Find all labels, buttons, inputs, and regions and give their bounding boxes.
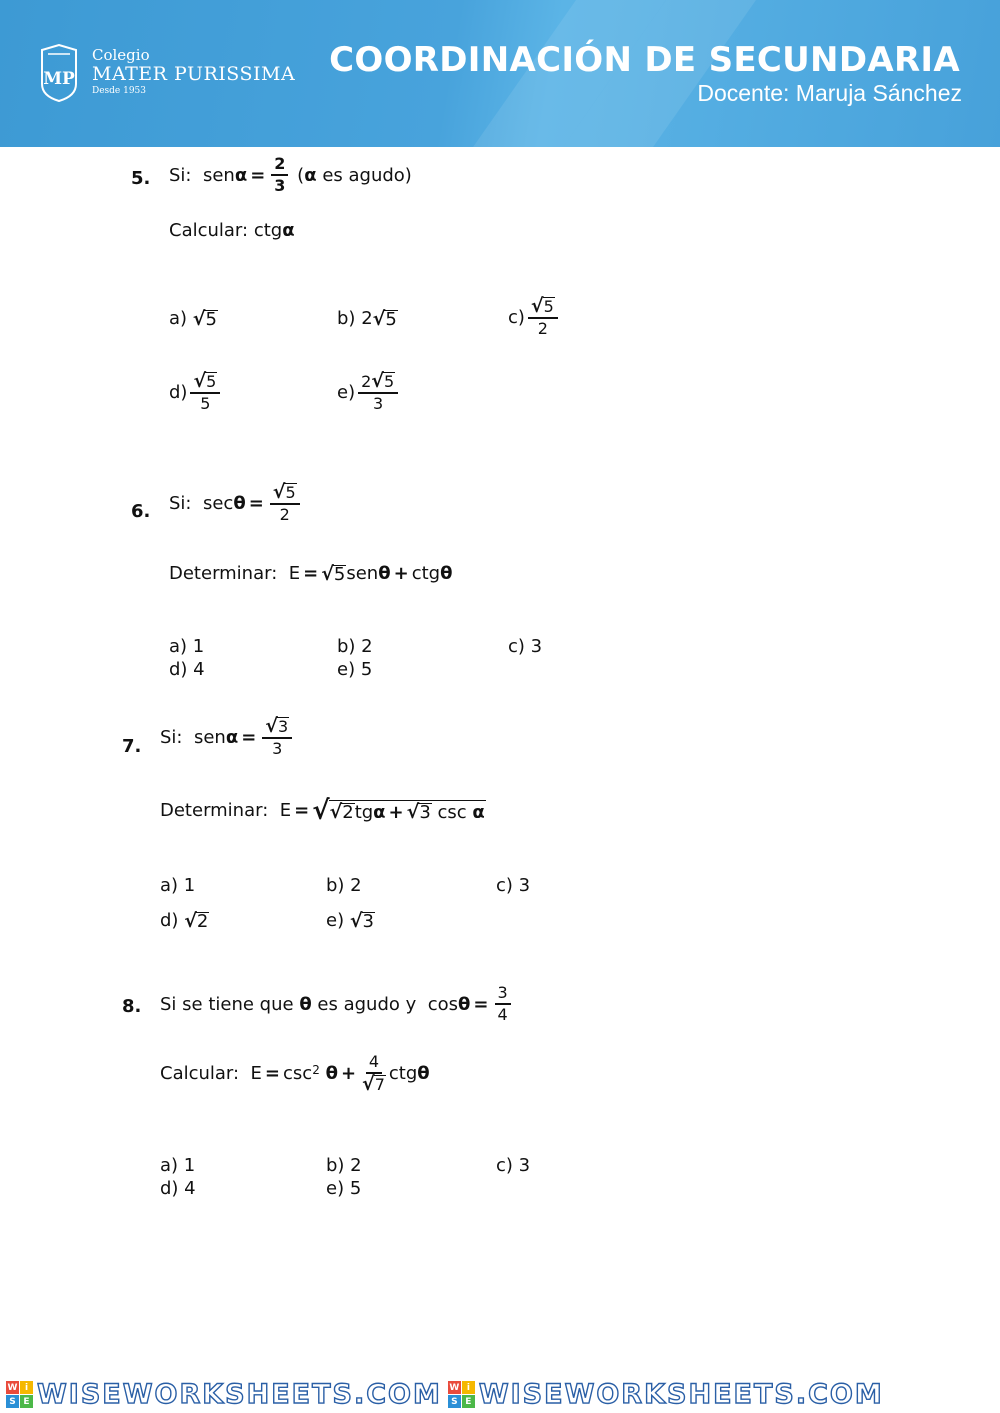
watermark [448,1379,884,1410]
option-b[interactable]: b) 2 [337,636,373,657]
question-number: 8. [122,996,142,1017]
determine-line: Determinar: E = √ 5 sen θ + ctg θ [169,562,453,585]
function-name: sen [202,164,235,186]
page-header [0,0,1000,147]
determine-line: Determinar: E = √ √ 2 tgα + √ 3 csc α [160,795,485,826]
school-name-block [92,47,295,97]
option-c[interactable]: c) 3 [496,1155,531,1176]
school-prefix: Colegio [92,46,150,64]
option-c[interactable]: c) √ 5 2 [508,297,561,338]
question-number: 5. [131,168,151,189]
fraction: 4 √ 7 [362,1052,385,1095]
question-statement: Si se tiene que θ es agudo y cos θ = $\frac{3}{4}$ [160,984,514,1024]
fraction: √ 5 5 [190,372,220,413]
question-statement: Si: sec θ = √ 5 2 [169,483,303,524]
wiseworksheets-icon: W i S E [448,1381,475,1408]
option-e[interactable]: e) √ 3 [326,909,374,932]
option-d[interactable]: d) √ 2 [160,909,209,932]
option-d[interactable]: d) 4 [169,659,205,680]
school-name: MATER PURISSIMA [92,63,296,85]
wiseworksheets-icon: W i S E [6,1381,33,1408]
fraction: √ 5 2 [270,483,300,524]
option-b[interactable]: b) 2 [326,1155,362,1176]
fraction: 2 √ 5 3 [358,372,398,413]
option-a[interactable]: a) √ 5 [169,307,217,330]
option-d[interactable]: d) √ 5 5 [169,372,223,413]
question-statement: Si: sen α = $\frac{2}{3}$ ( α es agudo) [169,154,412,195]
sqrt: √ 5 [372,307,397,330]
option-c[interactable]: c) 3 [496,875,531,896]
fraction: $\frac{3}{4}$ [495,984,511,1024]
option-a[interactable]: a) 1 [160,875,196,896]
si-label: Si: [169,164,192,186]
option-c[interactable]: c) 3 [508,636,543,657]
option-e[interactable]: e) 2 √ 5 3 [337,372,401,413]
question-number: 6. [131,501,151,522]
watermark-text: WISEWORKSHEETS.COM [478,1379,884,1410]
variable: α [234,164,248,186]
question-statement: Si: sen α = √ 3 3 [160,717,295,758]
fraction: $\frac{2}{3}$ [271,155,288,195]
fraction: √ 3 3 [262,717,292,758]
option-b[interactable]: b) 2 [326,875,362,896]
calculate-line: Calcular: ctg α [169,220,295,241]
watermark-footer [0,1376,1000,1413]
option-a[interactable]: a) 1 [169,636,205,657]
question-number: 7. [122,736,142,757]
watermark-text: WISEWORKSHEETS.COM [37,1379,442,1410]
page-title: COORDINACIÓN DE SECUNDARIA [329,40,960,80]
condition-text: es agudo) [322,164,412,186]
option-e[interactable]: e) 5 [337,659,373,680]
option-d[interactable]: d) 4 [160,1178,196,1199]
school-founded: Desde 1953 [92,86,147,96]
logo-letters: MP [43,69,75,89]
teacher-name: Docente: Maruja Sánchez [697,80,962,106]
calculate-label: Calcular: [169,220,249,241]
option-e[interactable]: e) 5 [326,1178,362,1199]
option-a[interactable]: a) 1 [160,1155,196,1176]
school-shield-logo [40,44,78,102]
sqrt: √ 5 [192,307,217,330]
fraction: √ 5 2 [528,297,558,338]
option-b[interactable]: b) 2 √ 5 [337,307,397,330]
equals-sign: = [250,164,266,186]
calculate-line: Calcular: E = csc $^2$ θ + 4 √ 7 ctg θ [160,1052,430,1095]
watermark [6,1379,442,1410]
